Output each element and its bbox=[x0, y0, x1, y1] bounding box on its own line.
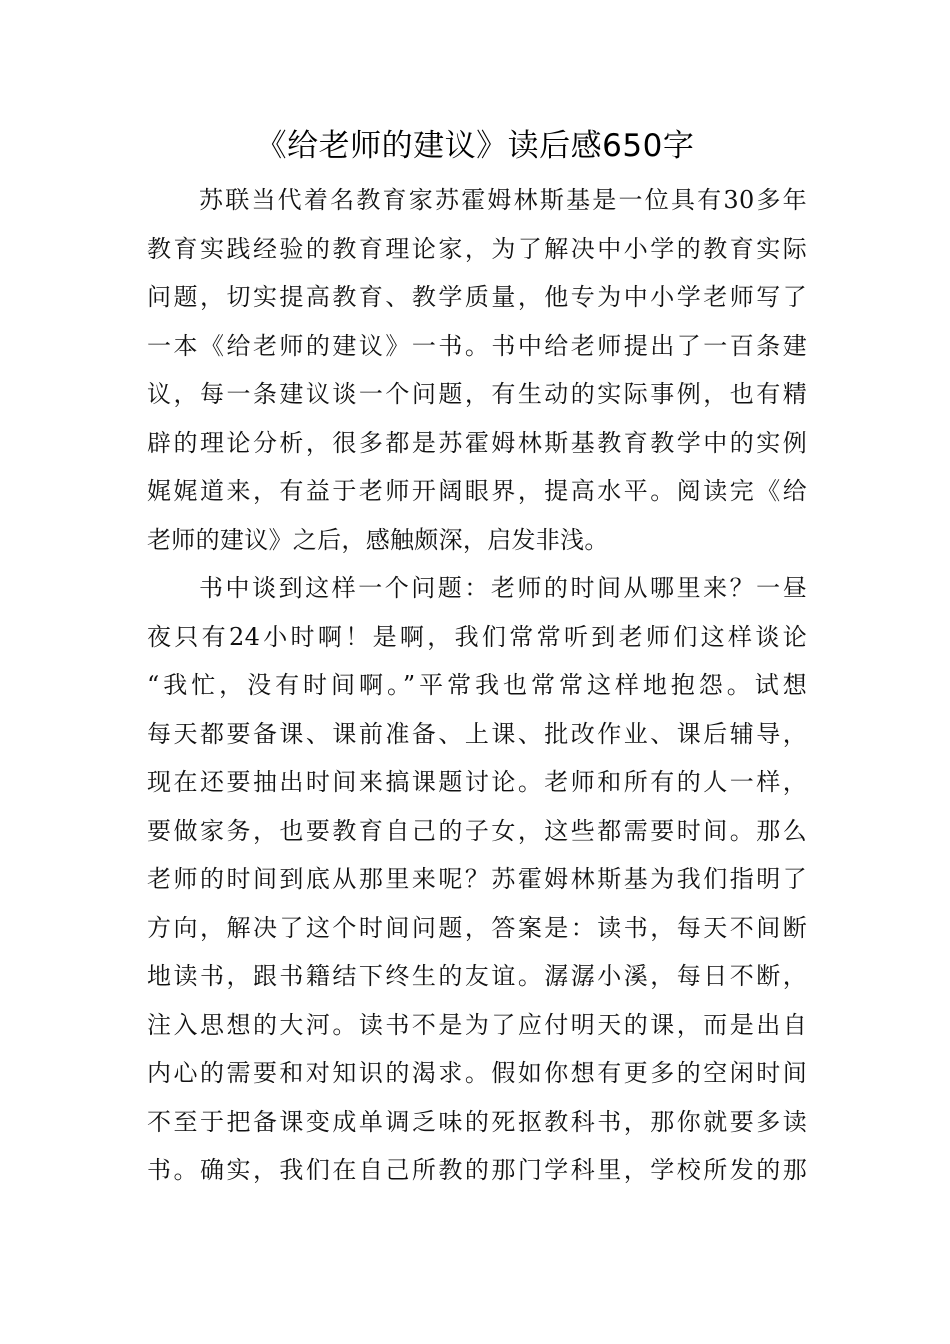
text-line: 注入思想的大河。读书不是为了应付明天的课，而是出自 bbox=[147, 1010, 807, 1039]
document-title: 《给老师的建议》读后感650字 bbox=[255, 128, 695, 164]
text-line: 要做家务，也要教育自己的子女，这些都需要时间。那么 bbox=[147, 816, 807, 845]
text-line: 老师的建议》之后，感触颇深，启发非浅。 bbox=[147, 525, 609, 554]
text-line: 一本《给老师的建议》一书。书中给老师提出了一百条建 bbox=[147, 331, 807, 360]
text-line: 方向，解决了这个时间问题，答案是：读书，每天不间断 bbox=[147, 913, 807, 942]
text-line: 地读书，跟书籍结下终生的友谊。潺潺小溪，每日不断， bbox=[147, 962, 807, 990]
text-line: 辟的理论分析，很多都是苏霍姆林斯基教育教学中的实例 bbox=[147, 428, 807, 457]
text-line: 议，每一条建议谈一个问题，有生动的实际事例，也有精 bbox=[147, 380, 807, 408]
text-line: 书中谈到这样一个问题：老师的时间从哪里来？一昼 bbox=[199, 574, 807, 602]
text-line: 教育实践经验的教育理论家，为了解决中小学的教育实际 bbox=[147, 234, 807, 263]
text-line: “我忙，没有时间啊。”平常我也常常这样地抱怨。试想 bbox=[147, 671, 807, 699]
text-line: 苏联当代着名教育家苏霍姆林斯基是一位具有30多年 bbox=[199, 186, 807, 214]
text-line: 书。确实，我们在自己所教的那门学科里，学校所发的那 bbox=[147, 1156, 807, 1184]
text-line: 问题，切实提高教育、教学质量，他专为中小学老师写了 bbox=[147, 283, 807, 311]
text-line: 每天都要备课、课前准备、上课、批改作业、课后辅导， bbox=[147, 719, 807, 748]
text-line: 老师的时间到底从那里来呢？苏霍姆林斯基为我们指明了 bbox=[147, 865, 807, 893]
text-line: 夜只有24小时啊！是啊，我们常常听到老师们这样谈论 bbox=[147, 622, 807, 651]
text-line: 内心的需要和对知识的渴求。假如你想有更多的空闲时间 bbox=[147, 1059, 807, 1087]
text-line: 不至于把备课变成单调乏味的死抠教科书，那你就要多读 bbox=[147, 1107, 807, 1136]
text-line: 娓娓道来，有益于老师开阔眼界，提高水平。阅读完《给 bbox=[147, 477, 807, 505]
document-body bbox=[147, 176, 807, 1195]
text-line: 现在还要抽出时间来搞课题讨论。老师和所有的人一样， bbox=[147, 768, 807, 796]
